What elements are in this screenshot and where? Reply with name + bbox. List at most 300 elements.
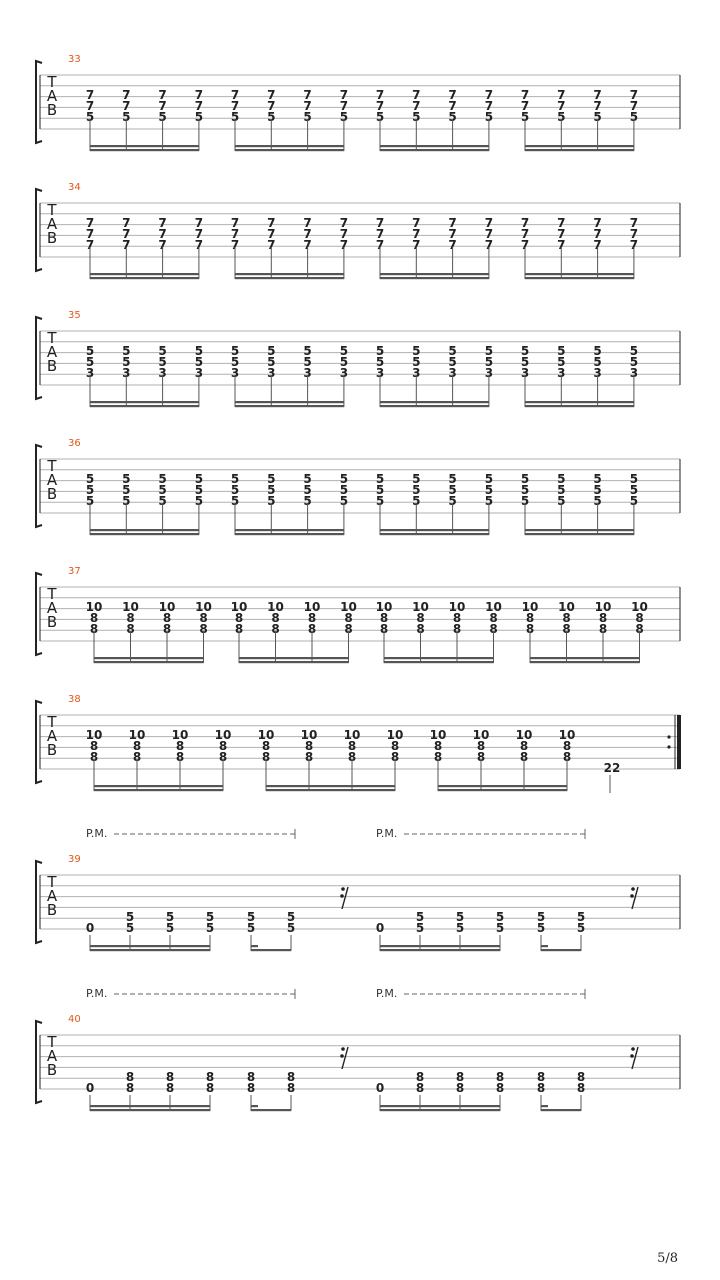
fret-number: 5 <box>520 110 530 124</box>
fret-number: 5 <box>158 344 167 358</box>
fret-number: 5 <box>303 110 312 124</box>
fret-number: 7 <box>122 99 131 113</box>
fret-number: 5 <box>267 344 276 358</box>
fret-number: 7 <box>267 88 276 102</box>
fret-number: 5 <box>194 344 204 358</box>
fret-number: 5 <box>484 494 494 508</box>
palm-mute-label: P.M. <box>376 827 398 840</box>
tab-system <box>36 182 680 279</box>
fret-number: 5 <box>339 494 349 508</box>
rest-dot <box>340 894 344 898</box>
fret-number: 7 <box>158 216 167 230</box>
fret-number: 7 <box>557 99 566 113</box>
fret-number: 8 <box>234 622 244 636</box>
fret-number: 5 <box>205 910 215 924</box>
beam <box>251 945 258 947</box>
fret-number: 5 <box>629 110 639 124</box>
fret-number: 5 <box>230 472 240 486</box>
tab-clef-letter: B <box>46 1061 58 1079</box>
fret-number: 5 <box>158 494 167 508</box>
fret-number: 5 <box>448 355 457 369</box>
fret-number: 7 <box>230 99 240 113</box>
tab-clef-letter: B <box>46 901 58 919</box>
fret-number: 10 <box>195 600 212 614</box>
fret-number: 3 <box>194 366 204 380</box>
fret-number: 8 <box>562 739 572 753</box>
fret-number: 8 <box>125 1081 135 1095</box>
palm-mute-label: P.M. <box>376 987 398 1000</box>
fret-number: 5 <box>415 910 425 924</box>
fret-number: 5 <box>303 355 312 369</box>
beam <box>239 657 349 659</box>
tab-clef-letter: T <box>47 585 57 603</box>
fret-number: 8 <box>598 611 608 625</box>
fret-number: 8 <box>433 750 443 764</box>
fret-number: 8 <box>165 1081 175 1095</box>
beam <box>380 949 500 951</box>
beam <box>235 277 344 279</box>
tab-clef-letter: B <box>46 357 58 375</box>
beam <box>90 273 199 275</box>
fret-number: 7 <box>303 216 312 230</box>
fret-number: 8 <box>576 1070 586 1084</box>
rest-dot <box>341 1047 345 1051</box>
fret-number: 5 <box>593 494 602 508</box>
fret-number: 8 <box>576 1081 586 1095</box>
beam <box>90 149 199 151</box>
fret-number: 8 <box>379 622 389 636</box>
beam <box>266 785 395 787</box>
fret-number: 5 <box>375 494 385 508</box>
fret-number: 5 <box>455 910 465 924</box>
tab-clef-letter: B <box>46 485 58 503</box>
measure-number: 39 <box>68 854 81 865</box>
fret-number: 5 <box>412 110 421 124</box>
beam <box>90 1105 210 1107</box>
beam <box>235 529 344 531</box>
fret-number: 7 <box>85 227 95 241</box>
measure-number: 34 <box>68 182 81 193</box>
fret-number: 8 <box>271 622 280 636</box>
fret-number: 5 <box>158 355 167 369</box>
fret-number: 8 <box>344 622 353 636</box>
fret-number: 5 <box>158 472 167 486</box>
fret-number: 5 <box>375 344 385 358</box>
fret-number: 8 <box>271 611 280 625</box>
beam <box>525 277 634 279</box>
fret-number: 8 <box>205 1081 215 1095</box>
fret-number: 7 <box>158 238 167 252</box>
fret-number: 5 <box>448 344 457 358</box>
beam <box>384 661 494 663</box>
fret-number: 8 <box>379 611 389 625</box>
fret-number: 7 <box>484 227 494 241</box>
fret-number: 5 <box>520 344 530 358</box>
beam <box>525 401 634 403</box>
fret-number: 10 <box>128 728 146 742</box>
fret-number: 7 <box>593 238 602 252</box>
fret-number: 8 <box>199 611 208 625</box>
fret-number: 5 <box>267 472 276 486</box>
fret-number: 8 <box>132 750 142 764</box>
fret-number: 8 <box>126 622 135 636</box>
fret-number: 8 <box>218 750 228 764</box>
beam <box>380 533 489 535</box>
fret-number: 5 <box>267 483 276 497</box>
fret-number: 5 <box>165 921 175 935</box>
beam <box>380 145 489 147</box>
fret-number: 8 <box>598 622 608 636</box>
fret-number: 5 <box>303 494 312 508</box>
fret-number: 10 <box>448 600 466 614</box>
fret-number: 5 <box>158 483 167 497</box>
fret-number: 7 <box>267 227 276 241</box>
fret-number: 10 <box>485 600 502 614</box>
fret-number: 5 <box>286 910 296 924</box>
fret-number: 3 <box>520 366 530 380</box>
fret-number: 7 <box>412 216 421 230</box>
fret-number: 5 <box>455 921 465 935</box>
fret-number: 8 <box>525 622 535 636</box>
fret-number: 8 <box>286 1070 296 1084</box>
tab-clef-letter: A <box>46 1047 58 1065</box>
beam <box>90 529 199 531</box>
beam <box>380 273 489 275</box>
beam <box>541 949 581 951</box>
fret-number: 5 <box>85 483 95 497</box>
fret-number: 8 <box>489 611 498 625</box>
fret-number: 5 <box>165 910 175 924</box>
tab-clef-letter: A <box>46 887 58 905</box>
fret-number: 5 <box>412 355 421 369</box>
fret-number: 5 <box>484 344 494 358</box>
fret-number: 7 <box>520 88 530 102</box>
fret-number: 8 <box>519 739 529 753</box>
fret-number: 5 <box>267 355 276 369</box>
tab-clef-letter: T <box>47 873 57 891</box>
fret-number: 10 <box>375 600 393 614</box>
fret-number: 5 <box>122 494 131 508</box>
beam <box>251 949 291 951</box>
fret-number: 5 <box>303 344 312 358</box>
fret-number: 8 <box>89 622 99 636</box>
fret-number: 8 <box>452 622 462 636</box>
system-bracket <box>36 189 42 271</box>
rest-dot <box>631 887 635 891</box>
fret-number: 7 <box>303 99 312 113</box>
fret-number: 7 <box>303 88 312 102</box>
fret-number: 5 <box>412 472 421 486</box>
fret-number: 10 <box>158 600 176 614</box>
fret-number: 8 <box>175 739 185 753</box>
fret-number: 5 <box>629 483 639 497</box>
rest-dot <box>630 894 634 898</box>
fret-number: 8 <box>489 622 498 636</box>
fret-number: 7 <box>122 227 131 241</box>
fret-number: 7 <box>520 216 530 230</box>
fret-number: 5 <box>412 483 421 497</box>
fret-number: 5 <box>557 472 566 486</box>
beam <box>380 529 489 531</box>
fret-number: 7 <box>122 238 131 252</box>
fret-number: 7 <box>375 99 385 113</box>
fret-number: 7 <box>303 227 312 241</box>
system-bracket <box>36 861 42 943</box>
fret-number: 5 <box>246 910 256 924</box>
fret-number: 8 <box>433 739 443 753</box>
tab-clef-letter: T <box>47 713 57 731</box>
fret-number: 5 <box>339 355 349 369</box>
beam <box>235 149 344 151</box>
fret-number: 8 <box>452 611 462 625</box>
fret-number: 3 <box>448 366 457 380</box>
tab-clef-letter: A <box>46 727 58 745</box>
fret-number: 5 <box>205 921 215 935</box>
fret-number: 8 <box>562 611 571 625</box>
fret-number: 8 <box>304 750 314 764</box>
fret-number: 8 <box>286 1081 296 1095</box>
beam <box>380 405 489 407</box>
fret-number: 7 <box>194 88 204 102</box>
fret-number: 3 <box>593 366 602 380</box>
fret-number: 5 <box>194 494 204 508</box>
beam <box>235 145 344 147</box>
fret-number: 7 <box>194 216 204 230</box>
fret-number: 8 <box>205 1070 215 1084</box>
system-bracket <box>36 701 42 783</box>
tab-clef-letter: T <box>47 457 57 475</box>
beam <box>94 657 204 659</box>
fret-number: 10 <box>472 728 490 742</box>
fret-number: 8 <box>261 739 271 753</box>
fret-number: 7 <box>230 227 240 241</box>
fret-number: 3 <box>267 366 276 380</box>
fret-number: 7 <box>158 88 167 102</box>
fret-number: 5 <box>230 110 240 124</box>
fret-number: 5 <box>125 921 135 935</box>
fret-number: 5 <box>122 110 131 124</box>
beam <box>235 405 344 407</box>
beam <box>380 1105 500 1107</box>
fret-number: 5 <box>122 472 131 486</box>
beam <box>235 533 344 535</box>
fret-number: 5 <box>246 921 256 935</box>
fret-number: 5 <box>557 494 566 508</box>
fret-number: 7 <box>158 99 167 113</box>
beam <box>380 1109 500 1111</box>
palm-mute-label: P.M. <box>86 827 108 840</box>
fret-number: 7 <box>448 216 457 230</box>
fret-number: 8 <box>416 622 425 636</box>
fret-number: 7 <box>593 88 602 102</box>
fret-number: 8 <box>125 1070 135 1084</box>
fret-number: 5 <box>593 472 602 486</box>
tab-clef-letter: T <box>47 73 57 91</box>
fret-number: 7 <box>412 227 421 241</box>
beam <box>525 529 634 531</box>
fret-number: 8 <box>347 750 357 764</box>
fret-number: 7 <box>629 238 639 252</box>
fret-number: 3 <box>484 366 494 380</box>
fret-number: 10 <box>85 600 103 614</box>
fret-number: 5 <box>85 472 95 486</box>
fret-number: 8 <box>415 1081 425 1095</box>
beam <box>90 1109 210 1111</box>
fret-number: 5 <box>536 921 546 935</box>
fret-number: 5 <box>158 110 167 124</box>
fret-number: 7 <box>303 238 312 252</box>
fret-number: 5 <box>557 110 566 124</box>
tab-clef-letter: T <box>47 1033 57 1051</box>
fret-number: 8 <box>162 611 172 625</box>
fret-number: 8 <box>199 622 208 636</box>
fret-number: 7 <box>375 227 385 241</box>
fret-number: 10 <box>122 600 139 614</box>
tab-clef-letter: B <box>46 101 58 119</box>
fret-number: 5 <box>85 355 95 369</box>
fret-number: 5 <box>122 355 131 369</box>
fret-number: 5 <box>303 483 312 497</box>
tab-clef-letter: T <box>47 201 57 219</box>
fret-number: 10 <box>412 600 429 614</box>
fret-number: 8 <box>495 1081 505 1095</box>
tab-clef-letter: B <box>46 613 58 631</box>
fret-number: 8 <box>455 1070 465 1084</box>
fret-number: 7 <box>593 99 602 113</box>
fret-number: 8 <box>635 622 644 636</box>
fret-number: 5 <box>194 483 204 497</box>
fret-number: 5 <box>415 921 425 935</box>
fret-number: 5 <box>557 483 566 497</box>
fret-number: 8 <box>635 611 644 625</box>
fret-number: 0 <box>375 1081 385 1095</box>
fret-number: 7 <box>448 238 457 252</box>
fret-number: 7 <box>267 238 276 252</box>
fret-number: 5 <box>484 110 494 124</box>
fret-number: 8 <box>390 739 400 753</box>
fret-number: 10 <box>340 600 357 614</box>
fret-number: 8 <box>246 1081 256 1095</box>
fret-number: 8 <box>89 611 99 625</box>
fret-number: 10 <box>85 728 103 742</box>
beam <box>384 657 494 659</box>
tab-clef-letter: A <box>46 87 58 105</box>
tab-system <box>36 987 680 1111</box>
fret-number: 8 <box>347 739 357 753</box>
tab-system <box>36 827 680 951</box>
fret-number: 7 <box>339 99 349 113</box>
fret-number: 8 <box>162 622 172 636</box>
fret-number: 5 <box>194 355 204 369</box>
fret-number: 5 <box>194 110 204 124</box>
tab-clef-letter: B <box>46 229 58 247</box>
fret-number: 8 <box>415 1070 425 1084</box>
fret-number: 7 <box>593 227 602 241</box>
fret-number: 5 <box>484 355 494 369</box>
fret-number: 5 <box>339 483 349 497</box>
fret-number: 10 <box>257 728 275 742</box>
fret-number: 3 <box>375 366 385 380</box>
measure-number: 40 <box>68 1014 81 1025</box>
fret-number: 7 <box>412 238 421 252</box>
fret-number: 8 <box>536 1081 546 1095</box>
fret-number: 10 <box>171 728 189 742</box>
beam <box>530 657 640 659</box>
fret-number: 8 <box>126 611 135 625</box>
beam <box>266 789 395 791</box>
fret-number: 10 <box>631 600 648 614</box>
fret-number: 5 <box>593 355 602 369</box>
fret-number: 5 <box>495 921 505 935</box>
tab-clef-letter: B <box>46 741 58 759</box>
fret-number: 10 <box>558 728 576 742</box>
fret-number: 5 <box>286 921 296 935</box>
fret-number: 3 <box>629 366 639 380</box>
fret-number: 7 <box>339 238 349 252</box>
beam <box>251 1105 258 1107</box>
fret-number: 0 <box>85 1081 95 1095</box>
rest-dot <box>631 1047 635 1051</box>
beam <box>90 405 199 407</box>
fret-number: 7 <box>629 227 639 241</box>
system-bracket <box>36 573 42 655</box>
system-bracket <box>36 1021 42 1103</box>
fret-number: 8 <box>390 750 400 764</box>
rest-dot <box>630 1054 634 1058</box>
fret-number: 5 <box>412 494 421 508</box>
fret-number: 8 <box>246 1070 256 1084</box>
fret-number: 10 <box>303 600 321 614</box>
beam <box>239 661 349 663</box>
beam <box>94 789 223 791</box>
tab-clef-letter: A <box>46 343 58 361</box>
system-bracket <box>36 317 42 399</box>
beam <box>530 661 640 663</box>
beam <box>525 149 634 151</box>
fret-number: 7 <box>85 99 95 113</box>
fret-number: 7 <box>339 216 349 230</box>
fret-number: 8 <box>495 1070 505 1084</box>
beam <box>525 145 634 147</box>
fret-number: 3 <box>122 366 131 380</box>
tab-clef-letter: A <box>46 471 58 489</box>
fret-number: 7 <box>484 216 494 230</box>
fret-number: 8 <box>455 1081 465 1095</box>
fret-number: 8 <box>525 611 535 625</box>
measure-number: 35 <box>68 310 81 321</box>
fret-number: 7 <box>484 238 494 252</box>
fret-number: 5 <box>520 472 530 486</box>
fret-number: 8 <box>536 1070 546 1084</box>
fret-number: 5 <box>557 355 566 369</box>
beam <box>90 277 199 279</box>
fret-number: 5 <box>629 494 639 508</box>
fret-number: 8 <box>89 739 99 753</box>
fret-number: 7 <box>339 227 349 241</box>
beam <box>525 533 634 535</box>
fret-number: 5 <box>194 472 204 486</box>
fret-number: 7 <box>412 99 421 113</box>
fret-number: 10 <box>558 600 575 614</box>
beam <box>380 401 489 403</box>
fret-number: 5 <box>557 344 566 358</box>
fret-number: 8 <box>89 750 99 764</box>
fret-number: 7 <box>194 99 204 113</box>
beam <box>90 945 210 947</box>
fret-number: 7 <box>520 238 530 252</box>
fret-number: 5 <box>85 494 95 508</box>
fret-number: 7 <box>267 99 276 113</box>
